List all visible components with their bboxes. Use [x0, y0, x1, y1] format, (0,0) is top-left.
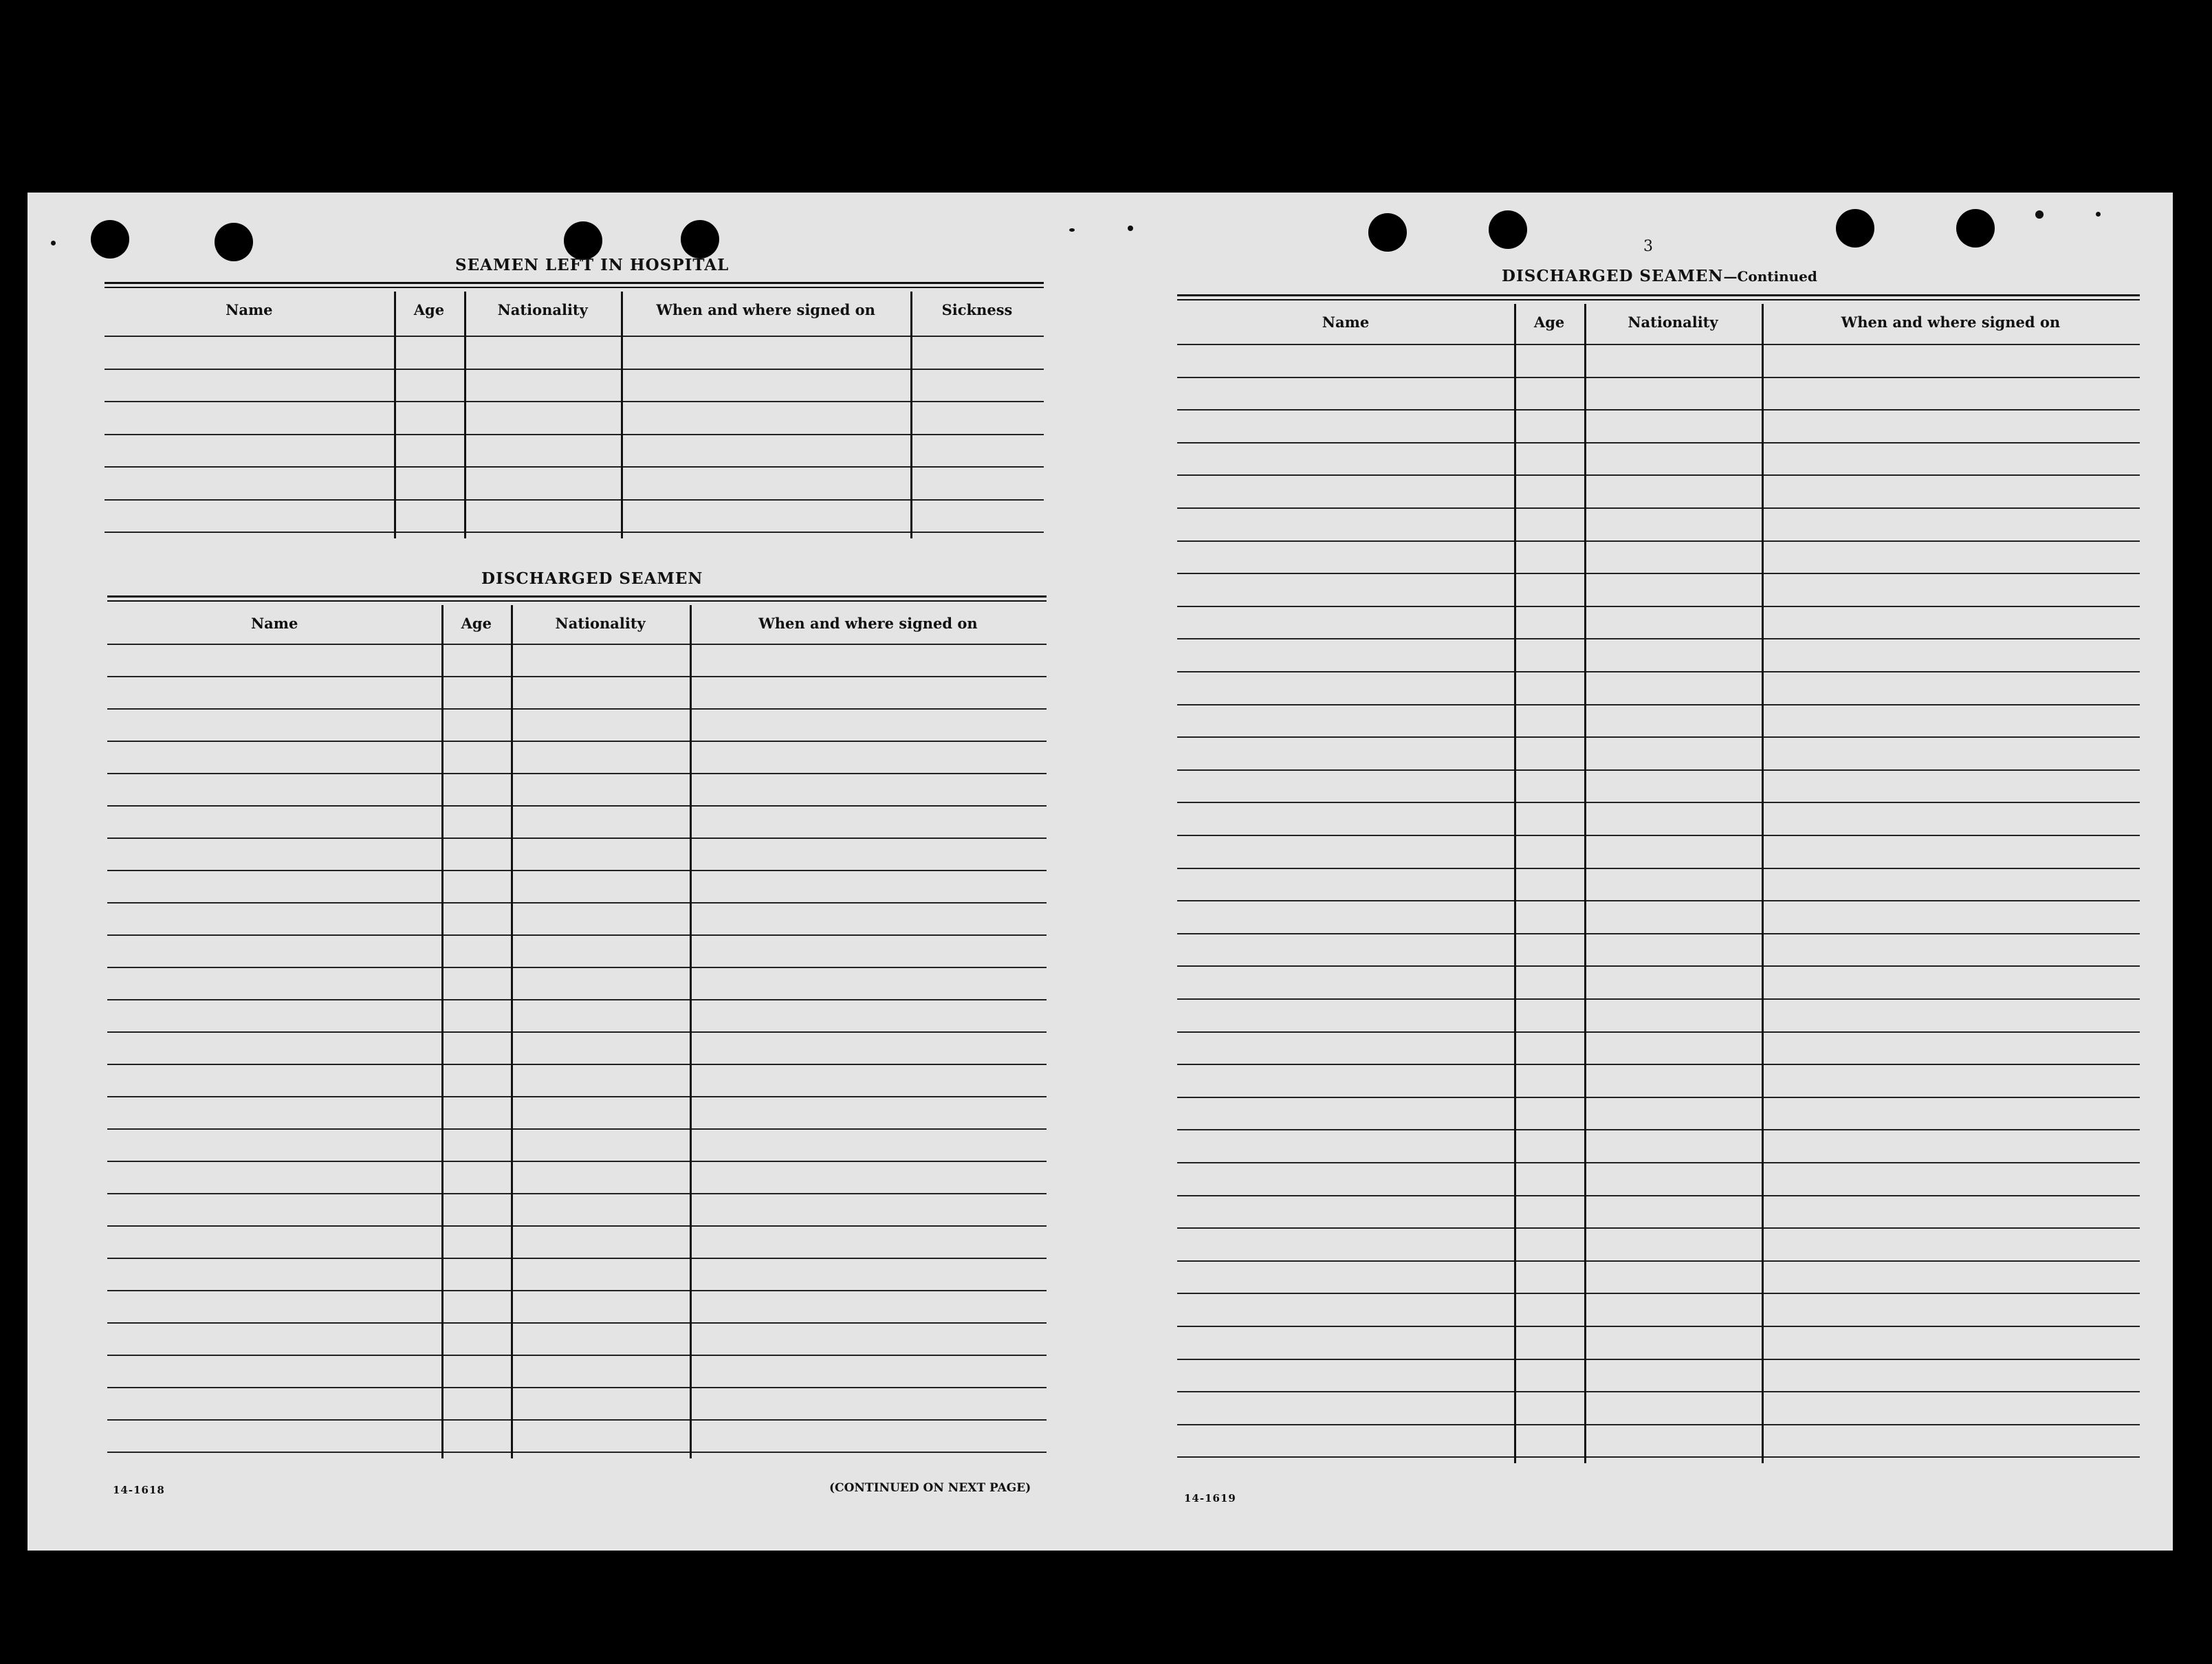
row-rule — [107, 1193, 1047, 1194]
row-rule — [107, 967, 1047, 968]
row-rule — [107, 1355, 1047, 1356]
column-divider — [1584, 304, 1586, 1463]
punch-hole — [1956, 209, 1995, 248]
hospital-section-title: SEAMEN LEFT IN HOSPITAL — [455, 256, 730, 274]
punch-hole — [564, 221, 602, 260]
row-rule — [107, 708, 1047, 710]
column-header-name: Name — [1322, 314, 1370, 331]
row-rule — [1177, 442, 2140, 444]
row-rule — [1177, 998, 2140, 1000]
row-rule — [107, 1452, 1047, 1453]
column-divider — [690, 605, 692, 1458]
row-rule — [1177, 474, 2140, 476]
hospital-header-rule — [105, 282, 1044, 288]
row-rule — [1177, 1424, 2140, 1425]
row-rule — [107, 934, 1047, 936]
discharged-continued-title-suffix: —Continued — [1723, 268, 1817, 285]
row-rule — [1177, 1097, 2140, 1098]
header-underline — [105, 336, 1044, 337]
row-rule — [105, 401, 1044, 402]
row-rule — [1177, 802, 2140, 803]
column-header-name: Name — [250, 615, 298, 632]
row-rule — [1177, 835, 2140, 836]
punch-hole — [1489, 210, 1527, 249]
row-rule — [1177, 377, 2140, 378]
row-rule — [107, 1128, 1047, 1130]
column-header-when-and-where-signed-on: When and where signed on — [1841, 314, 2061, 331]
speck — [1069, 228, 1075, 232]
speck — [2035, 210, 2044, 219]
column-header-age: Age — [1533, 314, 1565, 331]
header-underline — [1177, 344, 2140, 345]
row-rule — [107, 1031, 1047, 1033]
column-divider — [621, 292, 623, 538]
column-divider — [1762, 304, 1764, 1463]
discharged-continued-table — [1177, 304, 2140, 1473]
column-header-age: Age — [461, 615, 492, 632]
column-header-nationality: Nationality — [555, 615, 646, 632]
row-rule — [107, 1387, 1047, 1388]
row-rule — [1177, 1031, 2140, 1033]
column-divider — [1514, 304, 1516, 1463]
row-rule — [1177, 704, 2140, 705]
speck — [2096, 212, 2101, 217]
row-rule — [1177, 606, 2140, 607]
punch-hole — [215, 223, 253, 261]
row-rule — [107, 1322, 1047, 1324]
speck — [1128, 226, 1133, 231]
row-rule — [107, 1225, 1047, 1227]
form-number: 14-1618 — [113, 1484, 165, 1496]
row-rule — [107, 870, 1047, 871]
form-sheet — [28, 193, 2173, 1551]
row-rule — [1177, 507, 2140, 509]
punch-hole — [1836, 209, 1874, 248]
punch-hole — [1368, 213, 1407, 252]
row-rule — [1177, 736, 2140, 738]
column-divider — [464, 292, 466, 538]
row-rule — [1177, 868, 2140, 869]
row-rule — [105, 532, 1044, 533]
column-header-nationality: Nationality — [497, 301, 588, 318]
column-header-when-and-where-signed-on: When and where signed on — [656, 301, 875, 318]
discharged-section-title: DISCHARGED SEAMEN — [481, 569, 703, 588]
row-rule — [1177, 1195, 2140, 1196]
row-rule — [107, 1096, 1047, 1097]
column-header-when-and-where-signed-on: When and where signed on — [758, 615, 978, 632]
row-rule — [105, 499, 1044, 501]
row-rule — [1177, 1359, 2140, 1360]
row-rule — [1177, 1326, 2140, 1327]
punch-hole — [91, 220, 129, 259]
row-rule — [1177, 1227, 2140, 1229]
row-rule — [107, 773, 1047, 774]
row-rule — [107, 676, 1047, 677]
row-rule — [1177, 671, 2140, 672]
row-rule — [1177, 1391, 2140, 1392]
column-header-nationality: Nationality — [1628, 314, 1718, 331]
punch-hole — [681, 220, 719, 259]
discharged-continued-title-main: DISCHARGED SEAMEN — [1502, 267, 1724, 285]
discharged-continued-title — [1502, 267, 1817, 285]
discharged-header-rule — [107, 595, 1047, 602]
row-rule — [1177, 1129, 2140, 1130]
row-rule — [1177, 900, 2140, 901]
row-rule — [1177, 769, 2140, 771]
row-rule — [105, 369, 1044, 370]
row-rule — [105, 434, 1044, 435]
row-rule — [1177, 540, 2140, 542]
column-header-sickness: Sickness — [941, 301, 1013, 318]
column-header-name: Name — [226, 301, 273, 318]
row-rule — [107, 999, 1047, 1000]
continued-header-rule — [1177, 294, 2140, 300]
row-rule — [1177, 573, 2140, 574]
discharged-table — [107, 605, 1047, 1664]
row-rule — [1177, 1162, 2140, 1163]
row-rule — [1177, 1260, 2140, 1262]
row-rule — [107, 741, 1047, 742]
row-rule — [107, 902, 1047, 904]
row-rule — [1177, 638, 2140, 639]
row-rule — [107, 1290, 1047, 1291]
column-divider — [441, 605, 444, 1458]
row-rule — [107, 1419, 1047, 1421]
header-underline — [107, 644, 1047, 645]
column-header-age: Age — [413, 301, 445, 318]
row-rule — [107, 838, 1047, 839]
column-divider — [910, 292, 912, 538]
row-rule — [1177, 933, 2140, 934]
row-rule — [1177, 965, 2140, 967]
row-rule — [107, 1161, 1047, 1162]
speck — [51, 241, 56, 245]
row-rule — [1177, 409, 2140, 410]
column-divider — [511, 605, 513, 1458]
form-number-right: 14-1619 — [1184, 1492, 1236, 1504]
row-rule — [105, 466, 1044, 468]
row-rule — [1177, 1456, 2140, 1458]
row-rule — [1177, 1064, 2140, 1065]
column-divider — [394, 292, 396, 538]
row-rule — [1177, 1293, 2140, 1294]
row-rule — [107, 1064, 1047, 1065]
row-rule — [107, 805, 1047, 807]
continued-note: (CONTINUED ON NEXT PAGE) — [829, 1481, 1031, 1495]
page-number: 3 — [1643, 238, 1653, 255]
row-rule — [107, 1258, 1047, 1259]
